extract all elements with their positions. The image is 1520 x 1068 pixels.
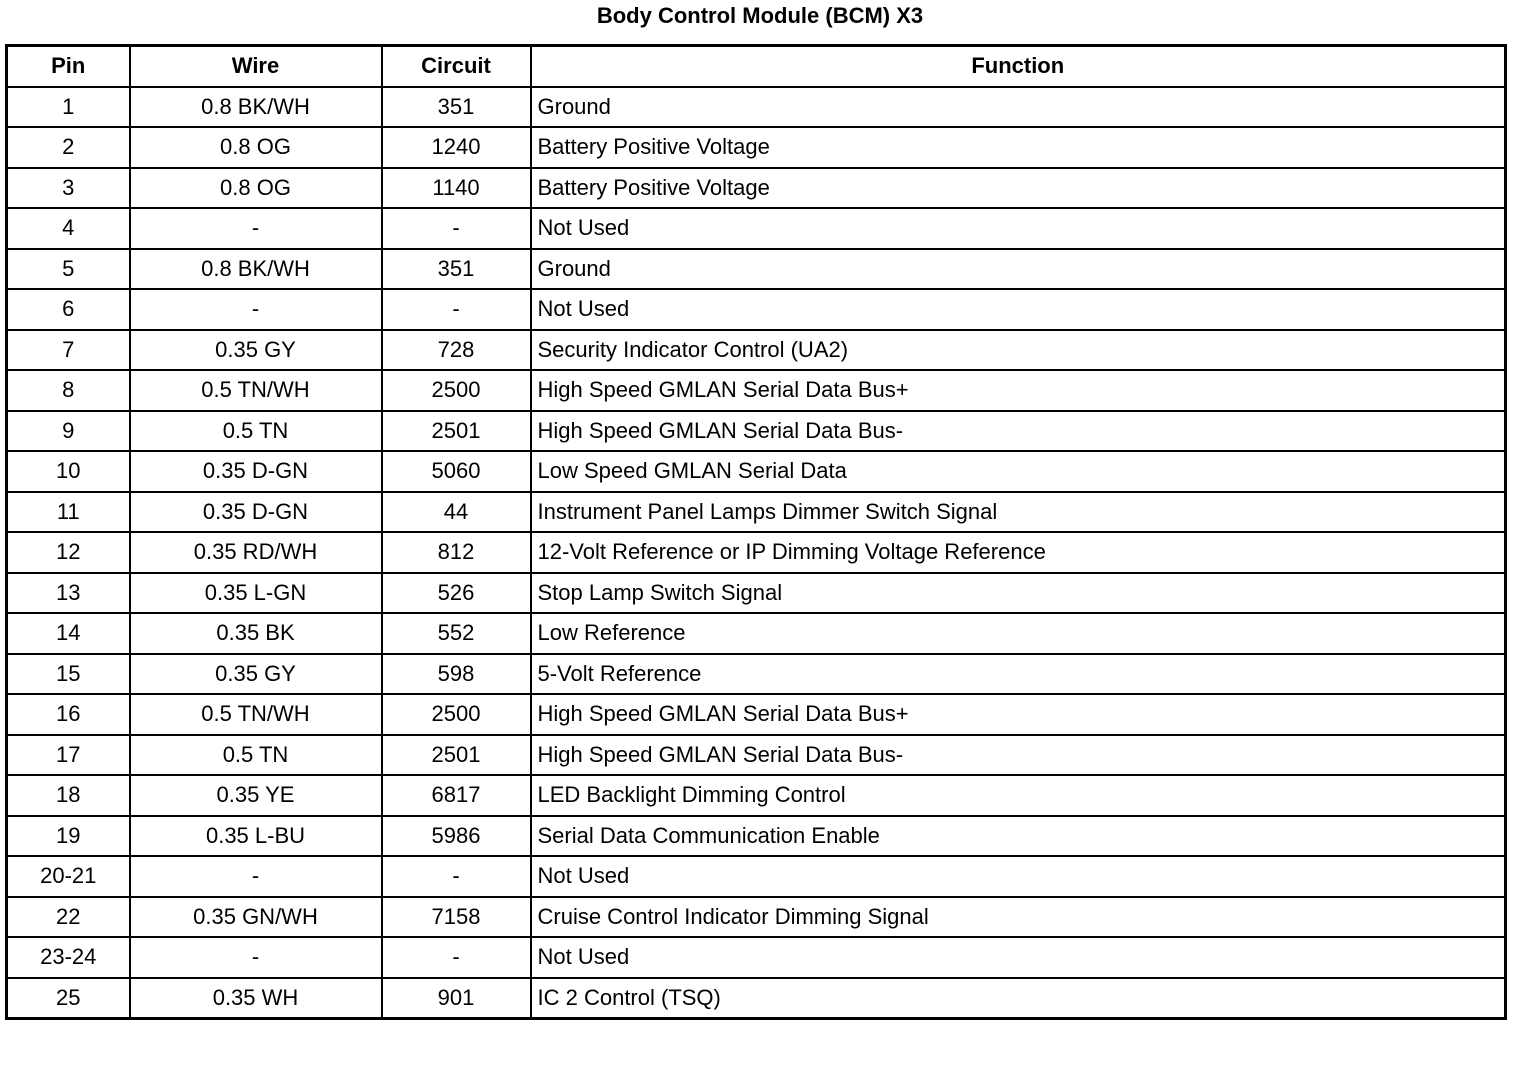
cell-circuit: 351 xyxy=(382,249,531,290)
cell-wire: 0.35 YE xyxy=(130,775,382,816)
cell-pin: 3 xyxy=(7,168,130,209)
cell-function: Instrument Panel Lamps Dimmer Switch Signal xyxy=(531,492,1506,533)
cell-wire: 0.5 TN/WH xyxy=(130,370,382,411)
table-row xyxy=(7,168,1506,209)
cell-wire: - xyxy=(130,208,382,249)
cell-pin: 5 xyxy=(7,249,130,290)
cell-wire: 0.8 OG xyxy=(130,168,382,209)
table-row xyxy=(7,694,1506,735)
cell-function: 5-Volt Reference xyxy=(531,654,1506,695)
cell-circuit: - xyxy=(382,208,531,249)
cell-circuit: 812 xyxy=(382,532,531,573)
cell-wire: 0.35 D-GN xyxy=(130,492,382,533)
cell-wire: 0.35 GY xyxy=(130,654,382,695)
cell-wire: 0.35 GY xyxy=(130,330,382,371)
cell-pin: 15 xyxy=(7,654,130,695)
cell-pin: 6 xyxy=(7,289,130,330)
cell-pin: 20-21 xyxy=(7,856,130,897)
cell-function: IC 2 Control (TSQ) xyxy=(531,978,1506,1019)
cell-circuit: - xyxy=(382,289,531,330)
cell-pin: 10 xyxy=(7,451,130,492)
cell-wire: 0.5 TN xyxy=(130,735,382,776)
table-row xyxy=(7,654,1506,695)
cell-function: 12-Volt Reference or IP Dimming Voltage Reference xyxy=(531,532,1506,573)
cell-wire: 0.35 WH xyxy=(130,978,382,1019)
cell-pin: 17 xyxy=(7,735,130,776)
cell-circuit: 5986 xyxy=(382,816,531,857)
table-row xyxy=(7,978,1506,1019)
cell-pin: 19 xyxy=(7,816,130,857)
cell-wire: 0.35 L-GN xyxy=(130,573,382,614)
table-row xyxy=(7,856,1506,897)
cell-pin: 14 xyxy=(7,613,130,654)
table-row xyxy=(7,573,1506,614)
cell-function: Not Used xyxy=(531,856,1506,897)
table-row xyxy=(7,613,1506,654)
cell-circuit: 351 xyxy=(382,87,531,128)
cell-function: Ground xyxy=(531,249,1506,290)
cell-function: Low Speed GMLAN Serial Data xyxy=(531,451,1506,492)
cell-wire: - xyxy=(130,856,382,897)
table-body xyxy=(7,87,1506,1019)
column-header-circuit: Circuit xyxy=(382,46,531,87)
column-header-function: Function xyxy=(531,46,1506,87)
column-header-wire: Wire xyxy=(130,46,382,87)
cell-wire: 0.35 BK xyxy=(130,613,382,654)
table-row xyxy=(7,532,1506,573)
cell-function: High Speed GMLAN Serial Data Bus+ xyxy=(531,694,1506,735)
cell-circuit: 598 xyxy=(382,654,531,695)
cell-circuit: 2501 xyxy=(382,411,531,452)
cell-wire: 0.35 L-BU xyxy=(130,816,382,857)
table-row xyxy=(7,897,1506,938)
cell-wire: 0.5 TN xyxy=(130,411,382,452)
cell-function: Not Used xyxy=(531,289,1506,330)
cell-wire: 0.35 D-GN xyxy=(130,451,382,492)
cell-pin: 12 xyxy=(7,532,130,573)
cell-pin: 13 xyxy=(7,573,130,614)
cell-wire: 0.8 BK/WH xyxy=(130,87,382,128)
cell-circuit: 5060 xyxy=(382,451,531,492)
cell-wire: 0.8 BK/WH xyxy=(130,249,382,290)
cell-function: High Speed GMLAN Serial Data Bus- xyxy=(531,411,1506,452)
cell-circuit: - xyxy=(382,856,531,897)
table-row xyxy=(7,330,1506,371)
cell-function: Cruise Control Indicator Dimming Signal xyxy=(531,897,1506,938)
cell-circuit: 526 xyxy=(382,573,531,614)
cell-circuit: - xyxy=(382,937,531,978)
table-row xyxy=(7,370,1506,411)
cell-circuit: 7158 xyxy=(382,897,531,938)
cell-function: Serial Data Communication Enable xyxy=(531,816,1506,857)
table-row xyxy=(7,492,1506,533)
cell-circuit: 1140 xyxy=(382,168,531,209)
cell-pin: 2 xyxy=(7,127,130,168)
cell-function: High Speed GMLAN Serial Data Bus- xyxy=(531,735,1506,776)
cell-wire: 0.5 TN/WH xyxy=(130,694,382,735)
connector-pinout-table xyxy=(5,44,1507,1020)
cell-function: Not Used xyxy=(531,208,1506,249)
table-row xyxy=(7,451,1506,492)
cell-function: Security Indicator Control (UA2) xyxy=(531,330,1506,371)
table-header-row xyxy=(7,46,1506,87)
cell-pin: 11 xyxy=(7,492,130,533)
cell-pin: 23-24 xyxy=(7,937,130,978)
cell-pin: 18 xyxy=(7,775,130,816)
cell-pin: 7 xyxy=(7,330,130,371)
cell-circuit: 6817 xyxy=(382,775,531,816)
cell-function: Stop Lamp Switch Signal xyxy=(531,573,1506,614)
cell-pin: 9 xyxy=(7,411,130,452)
cell-pin: 1 xyxy=(7,87,130,128)
column-header-pin: Pin xyxy=(7,46,130,87)
cell-pin: 25 xyxy=(7,978,130,1019)
cell-function: Not Used xyxy=(531,937,1506,978)
cell-pin: 8 xyxy=(7,370,130,411)
cell-wire: 0.35 RD/WH xyxy=(130,532,382,573)
cell-function: Ground xyxy=(531,87,1506,128)
cell-wire: 0.8 OG xyxy=(130,127,382,168)
table-row xyxy=(7,87,1506,128)
table-row xyxy=(7,816,1506,857)
cell-circuit: 901 xyxy=(382,978,531,1019)
cell-function: Low Reference xyxy=(531,613,1506,654)
cell-function: High Speed GMLAN Serial Data Bus+ xyxy=(531,370,1506,411)
cell-circuit: 44 xyxy=(382,492,531,533)
cell-function: Battery Positive Voltage xyxy=(531,127,1506,168)
cell-circuit: 2500 xyxy=(382,694,531,735)
table-row xyxy=(7,208,1506,249)
table-row xyxy=(7,735,1506,776)
table-row xyxy=(7,937,1506,978)
table-row xyxy=(7,127,1506,168)
cell-circuit: 2500 xyxy=(382,370,531,411)
cell-circuit: 1240 xyxy=(382,127,531,168)
table-row xyxy=(7,289,1506,330)
cell-pin: 22 xyxy=(7,897,130,938)
cell-pin: 16 xyxy=(7,694,130,735)
page-title: Body Control Module (BCM) X3 xyxy=(596,3,924,28)
table-row xyxy=(7,775,1506,816)
cell-function: LED Backlight Dimming Control xyxy=(531,775,1506,816)
cell-wire: - xyxy=(130,289,382,330)
table-row xyxy=(7,411,1506,452)
cell-wire: - xyxy=(130,937,382,978)
table-row xyxy=(7,249,1506,290)
cell-wire: 0.35 GN/WH xyxy=(130,897,382,938)
cell-function: Battery Positive Voltage xyxy=(531,168,1506,209)
cell-circuit: 728 xyxy=(382,330,531,371)
cell-circuit: 2501 xyxy=(382,735,531,776)
cell-pin: 4 xyxy=(7,208,130,249)
cell-circuit: 552 xyxy=(382,613,531,654)
